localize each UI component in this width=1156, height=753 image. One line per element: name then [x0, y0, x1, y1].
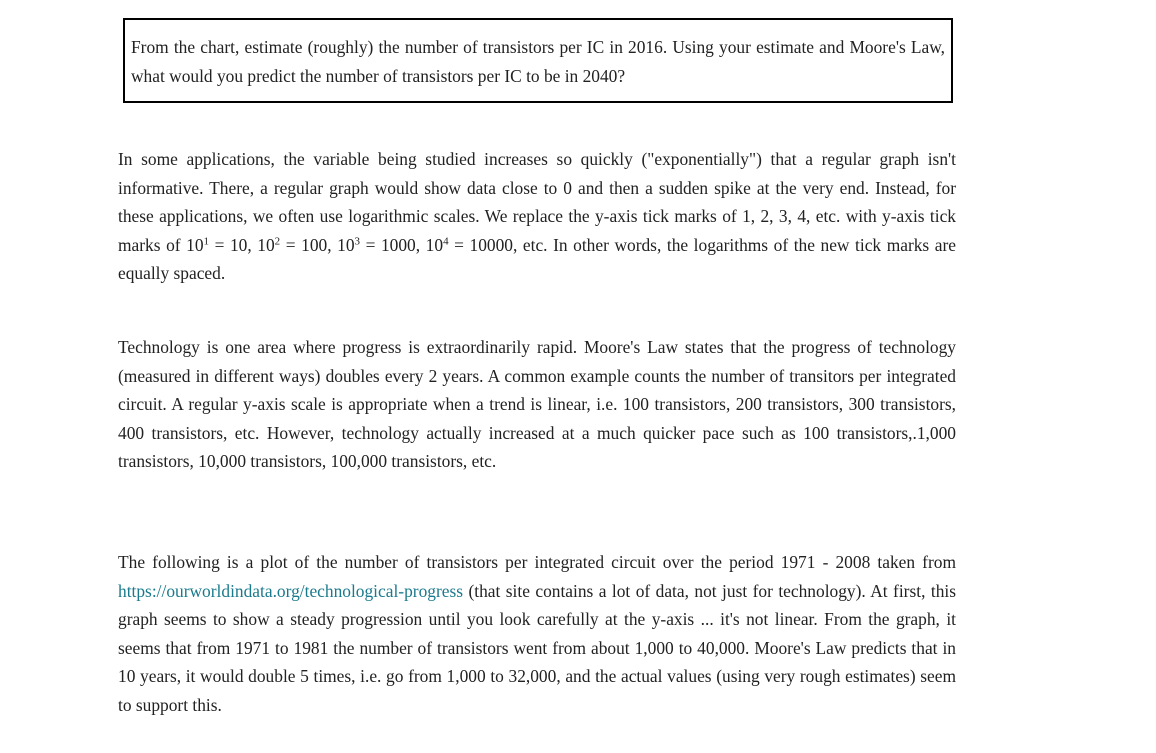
- p1-text-c: = 100, 10: [280, 234, 355, 255]
- p3-text-a: The following is a plot of the number of transistors per integrated circuit over the period 1971 - 2008 taken from: [118, 552, 956, 572]
- paragraph-log-scales: [118, 145, 956, 288]
- p3-text-b: (that site contains a lot of data, not just for technology). At first, this graph seems to show a steady progression until you look carefully at the y-axis ... it's not linear. From the graph, it seems that from 1971 to 1981 the number of transistors went from about 1,000 to 40,000. Moore's Law predicts that in 10 years, it would double 5 times, i.e. go from 1,000 to 32,000, and the actual values (using very rough estimates) seem to support this.: [118, 580, 956, 715]
- question-text: From the chart, estimate (roughly) the number of transistors per IC in 2016. Using your estimate and Moore's Law, what would you predict the number of transistors per IC to be in 2040?: [131, 37, 945, 86]
- ourworldindata-link[interactable]: https://ourworldindata.org/technological-progress: [118, 580, 464, 601]
- paragraph-moores-law: [118, 333, 956, 476]
- p1-exponent-1: 1: [203, 235, 210, 248]
- p1-text-d: = 1000, 10: [360, 234, 444, 255]
- p1-text-b: = 10, 10: [209, 234, 275, 255]
- p2-text: Technology is one area where progress is extraordinarily rapid. Moore's Law states that the progress of technology (measured in different ways) doubles every 2 years. A common example counts the number of transitors per integrated circuit. A regular y-axis scale is appropriate when a trend is linear, i.e. 100 transistors, 200 transistors, 300 transistors, 400 transistors, etc. However, technology actually increased at a much quicker pace such as 100 transistors,.1,000 transistors, 10,000 transistors, 100,000 transistors, etc.: [118, 337, 956, 472]
- p1-text-a: In some applications, the variable being studied increases so quickly ("exponentially") that a regular graph isn't informative. There, a regular graph would show data close to 0 and then a sudden spike at the very end. Instead, for these applications, we often use logarithmic scales. We replace the y-axis tick marks of 1, 2, 3, 4, etc. with y-axis tick marks of 10: [118, 149, 956, 255]
- paragraph-plot-description: [118, 548, 956, 720]
- question-box: [123, 18, 953, 103]
- p1-text-e: = 10000, etc. In other words, the logarithms of the new tick marks are equally spaced.: [118, 234, 956, 284]
- p1-exponent-4: 4: [443, 235, 449, 248]
- p1-exponent-3: 3: [354, 235, 361, 248]
- p1-exponent-2: 2: [274, 235, 281, 248]
